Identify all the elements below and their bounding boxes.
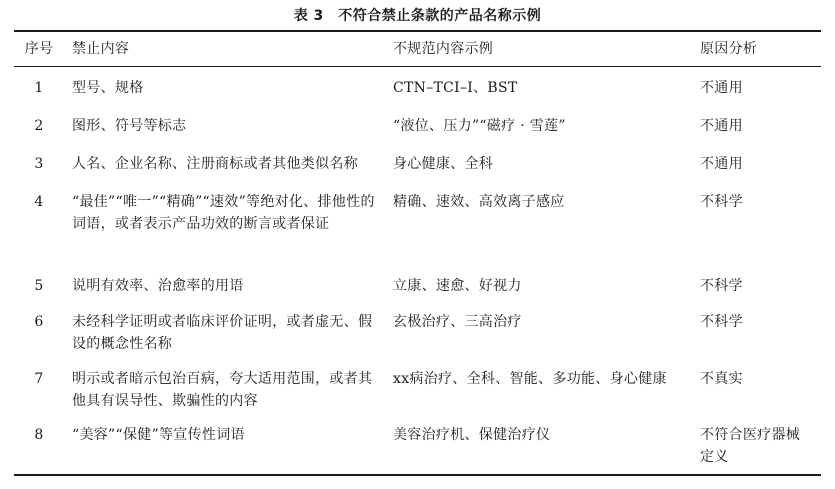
row-no: 4	[34, 194, 44, 210]
row-example: xx病治疗、全科、智能、多功能、身心健康	[393, 371, 667, 387]
row-example: “液位、压力”“磁疗 · 雪莲”	[393, 118, 566, 134]
header-banned: 禁止内容	[72, 41, 130, 57]
header-no: 序号	[24, 41, 54, 57]
row-reason: 不科学	[700, 194, 743, 210]
row-reason: 不科学	[700, 314, 743, 330]
row-banned: “美容”“保健”等宣传性词语	[72, 427, 245, 443]
header-reason: 原因分析	[700, 41, 758, 57]
row-banned: 图形、符号等标志	[72, 118, 187, 134]
row-no: 1	[34, 80, 44, 96]
row-banned: 人名、企业名称、注册商标或者其他类似名称	[72, 156, 358, 172]
table-caption: 表 3 不符合禁止条款的产品名称示例	[293, 8, 542, 24]
table-header-row	[14, 38, 821, 62]
row-no: 6	[34, 314, 44, 330]
row-reason: 不通用	[700, 80, 743, 96]
row-reason: 不真实	[700, 371, 743, 387]
row-example: 身心健康、全科	[393, 156, 494, 172]
row-no: 7	[34, 371, 44, 387]
row-example: 精确、速效、高效离子感应	[393, 194, 565, 210]
header-example: 不规范内容示例	[393, 41, 494, 57]
row-reason: 不通用	[700, 156, 743, 172]
row-no: 8	[34, 427, 44, 443]
row-example: 立康、速愈、好视力	[393, 278, 522, 294]
header-rule	[14, 66, 821, 67]
row-banned: “最佳”“唯一”“精确”“速效”等绝对化、排他性的词语，或者表示产品功效的断言或者保证	[72, 194, 375, 232]
row-banned: 未经科学证明或者临床评价证明，或者虚无、假设的概念性名称	[72, 314, 373, 352]
row-reason: 不科学	[700, 278, 743, 294]
row-no: 5	[34, 278, 44, 294]
row-no: 2	[34, 118, 44, 134]
row-example: 美容治疗机、保健治疗仪	[393, 427, 551, 443]
row-example: 玄极治疗、三高治疗	[393, 314, 522, 330]
top-rule	[14, 30, 821, 32]
row-banned: 明示或者暗示包治百病，夸大适用范围，或者其他具有误导性、欺骗性的内容	[72, 371, 373, 409]
bottom-rule	[14, 474, 821, 476]
row-reason: 不通用	[700, 118, 743, 134]
row-banned: 型号、规格	[72, 80, 144, 96]
row-banned: 说明有效率、治愈率的用语	[72, 278, 244, 294]
row-no: 3	[34, 156, 44, 172]
row-reason: 不符合医疗器械定义	[700, 427, 801, 465]
row-example: CTN–TCI–I、BST	[393, 80, 518, 96]
